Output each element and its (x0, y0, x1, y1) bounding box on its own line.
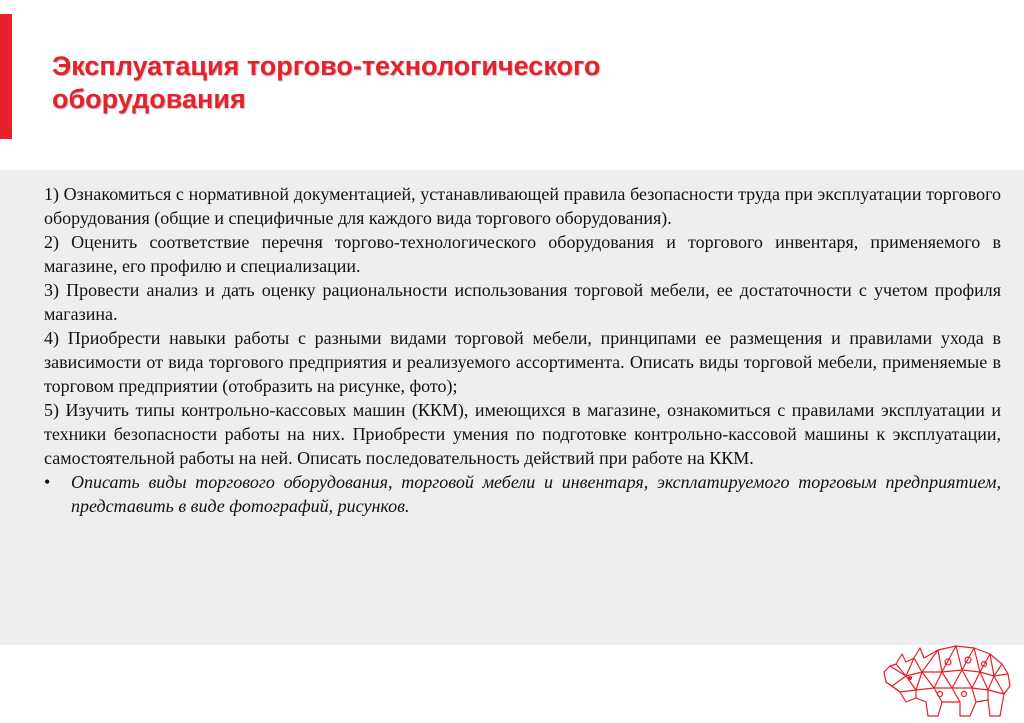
task-list (44, 182, 1001, 518)
bullet-mark: • (44, 472, 51, 492)
task-item-4: 4) Приобрести навыки работы с разными видами торговой мебели, принципами ее размещения и правилами ухода в зависимости от вида торгового предприятия и реализуемого ассортимента. Описать виды торговой мебели, применяемые в торговом предприятии (отобразить на рисунке, фото); (44, 328, 1001, 396)
task-item-2: 2) Оценить соответствие перечня торгово-технологического оборудования и торгового инвентаря, применяемого в магазине, его профилю и специализации. (44, 232, 1001, 276)
title-line-2: оборудования (52, 84, 246, 114)
rhino-logo-icon (876, 632, 1016, 720)
slide-title (52, 50, 952, 116)
accent-bar (0, 14, 12, 139)
task-item-1: 1) Ознакомиться с нормативной документацией, устанавливающей правила безопасности труда при эксплуатации торгового оборудования (общие и специфичные для каждого вида торгового оборудования). (44, 184, 1001, 228)
task-item-5: 5) Изучить типы контрольно-кассовых машин (ККМ), имеющихся в магазине, ознакомиться с правилами эксплуатации и техники безопасности работы на них. Приобрести умения по подготовке контрольно-кассовой машины к эксплуатации, самостоятельной работы на ней. Описать последовательность действий при работе на ККМ. (44, 400, 1001, 468)
title-line-1: Эксплуатация торгово-технологического (52, 51, 601, 81)
bullet-text: Описать виды торгового оборудования, торговой мебели и инвентаря, эксплатируемого торговым предприятием, представить в виде фотографий, рисунков. (71, 472, 1001, 516)
bullet-item (44, 470, 1001, 518)
task-item-3: 3) Провести анализ и дать оценку рациональности использования торговой мебели, ее достаточности с учетом профиля магазина. (44, 280, 1001, 324)
